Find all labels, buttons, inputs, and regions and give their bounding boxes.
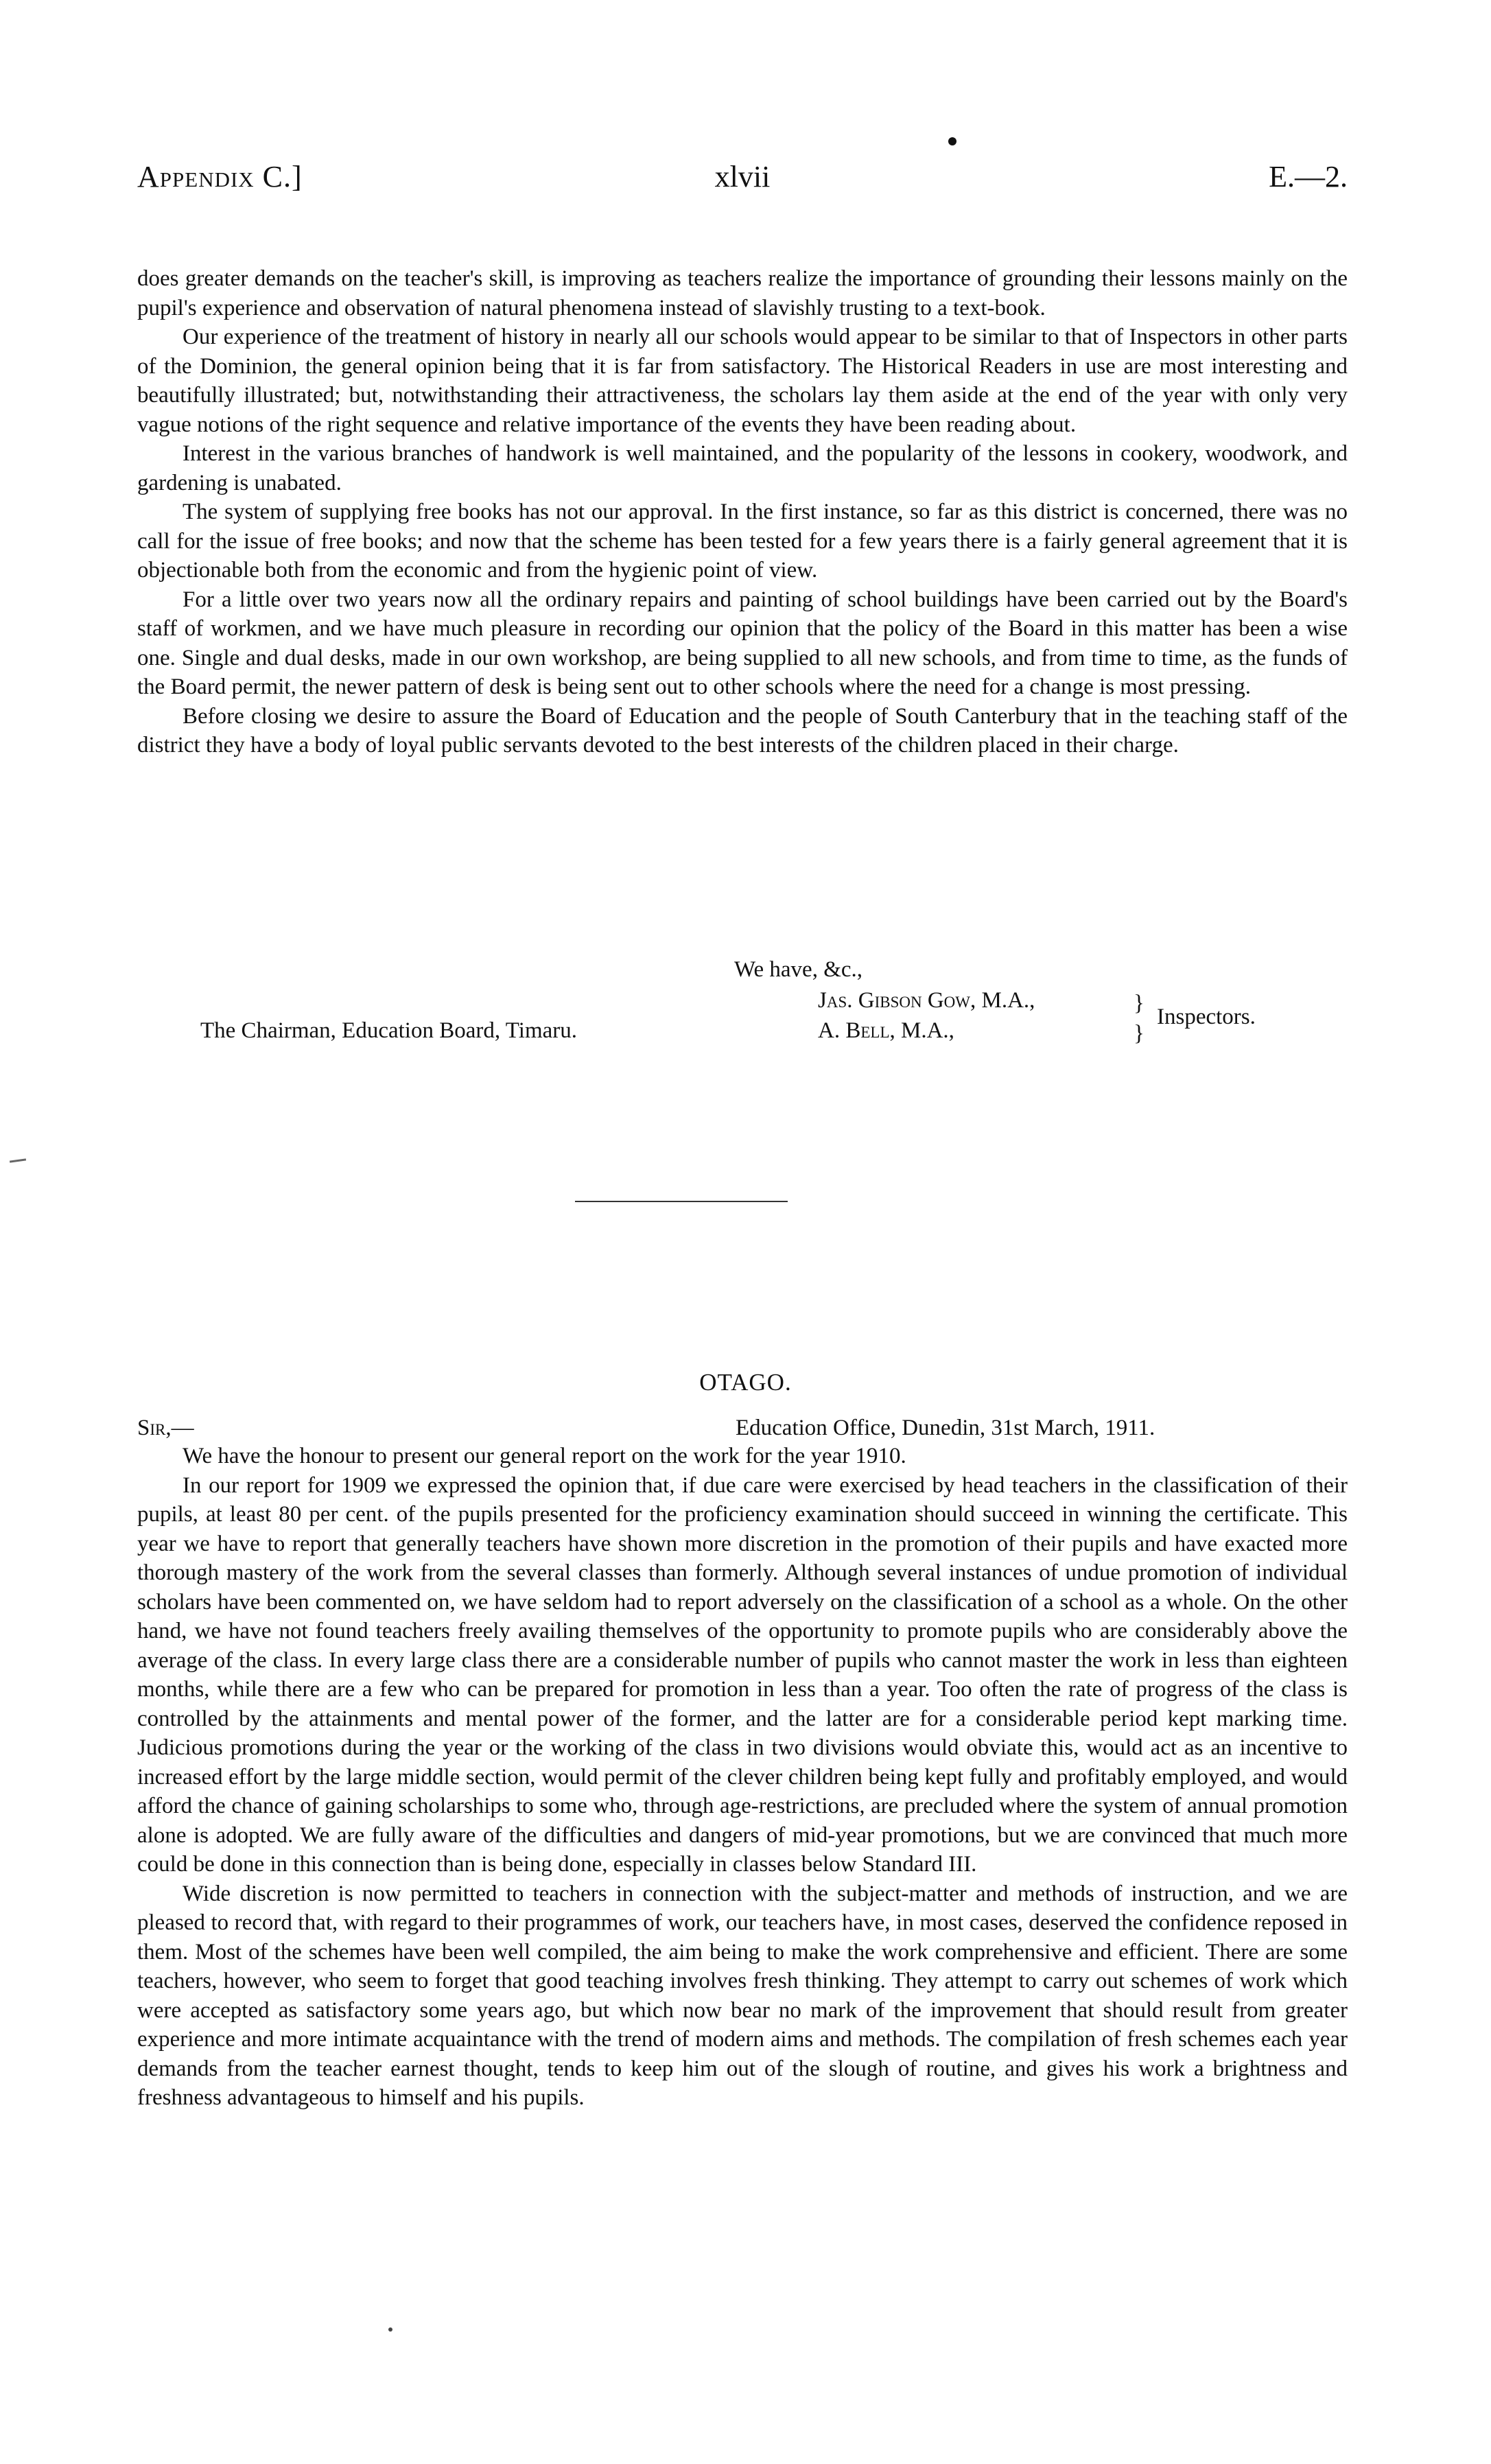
paragraph: In our report for 1909 we expressed the opinion that, if due care were exercised by head teachers in the classification of their pupils, at least 80 per cent. of the pupils presented for the proficiency examination should succeed in winning the certificate. This year we have to report that generally teachers have shown more discretion in the promotion of their pupils and have exacted more thorough mastery of the work from the several classes than formerly. Although several instances of undue promotion of individual scholars have been commented on, we have seldom had to report adversely on the classification of a school as a whole. On the other hand, we have not found teachers freely availing themselves of the opportunity to promote pupils who are considerably above the average of the class. In every large class there are a considerable number of pupils who cannot master the work in less than eighteen months, while there are a few who can be prepared for promotion in less than a year. Too often the rate of progress of the class is controlled by the attainments and mental power of the former, and the latter are for a considerable period kept marking time. Judicious promotions during the year or the working of the class in two divisions would obviate this, would act as an incentive to increased effort by the large middle section, would permit of the clever children being kept fully and profitably employed, and would afford the chance of gaining scholarships to some who, through age-restrictions, are precluded where the system of annual promotion alone is adopted. We are fully aware of the difficulties and dangers of mid-year promotions, but we are convinced that much more could be done in this connection than is being done, especially in classes below Standard III. [137, 1472, 1348, 1877]
ink-dot [388, 2327, 392, 2332]
header-page-number: xlvii [714, 160, 771, 193]
south-canterbury-report [137, 264, 1348, 760]
brace-glyph: } } [1134, 991, 1144, 1046]
header-reference: E.—2. [1269, 160, 1348, 193]
paragraph: does greater demands on the teacher's skill, is improving as teachers realize the importance of grounding their lessons mainly on the pupil's experience and observation of natural phenomena instead of slavishly trusting to a text-book. [137, 266, 1348, 320]
signatory-bell: A. Bell, M.A., [818, 1018, 954, 1043]
header-appendix: Appendix C.] [137, 160, 303, 193]
dateline: Education Office, Dunedin, 31st March, 1911. [736, 1416, 1155, 1440]
salutation: Sir,— [137, 1416, 194, 1440]
paragraph: Interest in the various branches of handwork is well maintained, and the popularity of the lessons in cookery, woodwork, and gardening is unabated. [137, 441, 1348, 495]
inspectors-role: Inspectors. [1157, 1005, 1256, 1029]
paragraph: Our experience of the treatment of history in nearly all our schools would appear to be similar to that of Inspectors in other parts of the Dominion, the general opinion being that it is far from satisfactory. The Historical Readers in use are most interesting and beautifully illustrated; but, notwithstanding their attractiveness, the scholars lay them aside at the end of the year with only very vague notions of the right sequence and relative importance of the events they have been reading about. [137, 325, 1348, 437]
scan-mark [10, 1158, 26, 1162]
paragraph: The system of supplying free books has not our approval. In the first instance, so far as this district is concerned, there was no call for the issue of free books; and now that the scheme has been tested for a few years there is a fairly general agreement that it is objectionable both from the economic and from the hygienic point of view. [137, 500, 1348, 583]
paragraph: For a little over two years now all the ordinary repairs and painting of school buildings have been carried out by the Board's staff of workmen, and we have much pleasure in recording our opinion that the policy of the Board in this matter has been a wise one. Single and dual desks, made in our own workshop, are being supplied to all new schools, and from time to time, as the funds of the Board permit, the newer pattern of desk is being sent out to other schools where the need for a change is most pressing. [137, 587, 1348, 699]
section-divider [575, 1201, 788, 1202]
otago-report [137, 1442, 1348, 2113]
page-header [137, 159, 1348, 207]
ink-dot [948, 137, 956, 145]
paragraph: Wide discretion is now permitted to teachers in connection with the subject-matter and methods of instruction, and we are pleased to record that, with regard to their programmes of work, our teachers have, in most cases, deserved the confidence reposed in them. Most of the schemes have been well compiled, the aim being to make the work comprehensive and efficient. There are some teachers, however, who seem to forget that good teaching involves fresh thinking. They attempt to carry out schemes of work which were accepted as satisfactory some years ago, but which now bear no mark of the improvement that should result from greater experience and more intimate acquaintance with the trend of modern aims and methods. The compilation of fresh schemes each year demands from the teacher earnest thought, tends to keep him out of the slough of routine, and gives his work a brightness and freshness advantageous to himself and his pupils. [137, 1881, 1348, 2110]
paragraph: Before closing we desire to assure the Board of Education and the people of South Canterbury that in the teaching staff of the district they have a body of loyal public servants devoted to the best interests of the children placed in their charge. [137, 703, 1348, 758]
paragraph: We have the honour to present our general report on the work for the year 1910. [183, 1444, 906, 1468]
otago-title: OTAGO. [699, 1369, 792, 1396]
addressee-line: The Chairman, Education Board, Timaru. [200, 1018, 577, 1043]
signatory-gow: Jas. Gibson Gow, M.A., [818, 988, 1035, 1013]
closing-line: We have, &c., [734, 957, 863, 982]
